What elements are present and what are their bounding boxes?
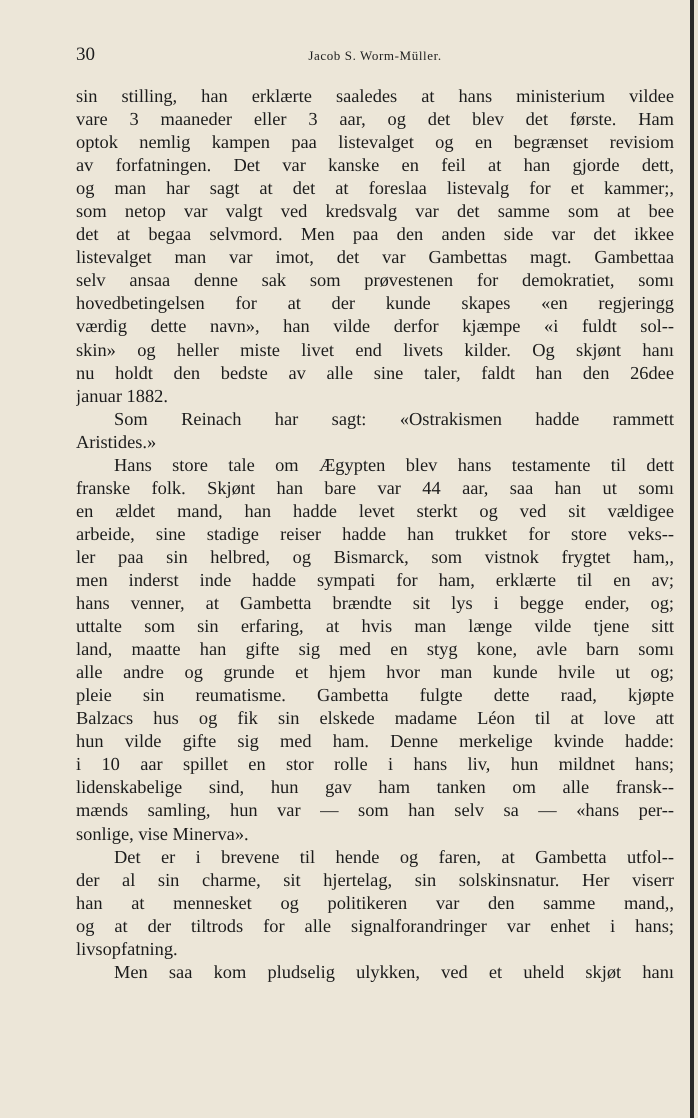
text-line: mænds samling, hun var — som han selv sa — «hans per-- (76, 800, 674, 821)
text-line: januar 1882. (76, 385, 168, 406)
body-text (76, 85, 674, 984)
text-line: arbeide, sine stadige reiser hadde han trukket for store veks-- (76, 523, 674, 544)
text-line: hovedbetingelsen for at der kunde skapes «en regjeringg (76, 293, 674, 314)
text-line: ler paa sin helbred, og Bismarck, som vistnok frygtet ham,, (76, 546, 674, 567)
text-line: Hans store tale om Ægypten blev hans testamente til dett (114, 454, 674, 475)
text-line: land, maatte han gifte sig med en styg kone, avle barn somı (76, 639, 674, 660)
text-line: hans venner, at Gambetta brændte sit lys i begge ender, og; (76, 593, 674, 614)
text-line: hun vilde gifte sig med ham. Denne merkelige kvinde hadde: (76, 731, 674, 752)
running-head: Jacob S. Worm-Müller. (308, 48, 442, 63)
text-line: Balzacs hus og fik sin elskede madame Léon til at love att (76, 708, 674, 729)
text-line: Det er i brevene til hende og faren, at Gambetta utfol-- (114, 846, 674, 867)
text-line: listevalget man var imot, det var Gambettas magt. Gambettaa (76, 247, 674, 268)
text-line: skin» og heller miste livet end livets kilder. Og skjønt hanı (76, 339, 674, 360)
page-header (76, 44, 674, 70)
text-line: Som Reinach har sagt: «Ostrakismen hadde rammett (114, 408, 674, 429)
text-line: alle andre og grunde et hjem hvor man kunde hvile ut og; (76, 662, 674, 683)
page-number: 30 (76, 44, 95, 65)
text-line: han at mennesket og politikeren var den samme mand,, (76, 892, 674, 913)
text-line: der al sin charme, sit hjertelag, sin solskinsnatur. Her viserr (76, 869, 674, 890)
text-line: selv ansaa denne sak som prøvestenen for demokratiet, somı (76, 270, 674, 291)
text-line: sin stilling, han erklærte saaledes at hans ministerium vildee (76, 86, 674, 106)
text-line: nu holdt den bedste av alle sine taler, faldt han den 26dee (76, 362, 674, 383)
text-line: Men saa kom pludselig ulykken, ved et uheld skjøt hanı (114, 961, 674, 982)
text-line: Aristides.» (76, 431, 157, 452)
text-line: og man har sagt at det at foreslaa listevalg for et kammer;, (76, 178, 674, 199)
text-line: av forfatningen. Det var kanske en feil at han gjorde dett, (76, 155, 674, 176)
text-line: i 10 aar spillet en stor rolle i hans liv, hun mildnet hans; (76, 754, 674, 775)
text-line: det at begaa selvmord. Men paa den anden side var det ikkee (76, 224, 674, 245)
text-line: sonlige, vise Minerva». (76, 823, 249, 844)
text-line: og at der tiltrods for alle signalforandringer var enhet i hans; (76, 915, 674, 936)
text-line: pleie sin reumatisme. Gambetta fulgte dette raad, kjøpte (76, 685, 674, 706)
text-line: uttalte som sin erfaring, at hvis man længe vilde tjene sitt (76, 616, 674, 637)
text-line: en ældet mand, han hadde levet sterkt og ved sit vældigee (76, 500, 674, 521)
text-line: værdig dette navn», han vilde derfor kjæmpe «i fuldt sol-- (76, 316, 674, 337)
text-line: vare 3 maaneder eller 3 aar, og det blev det første. Ham (76, 109, 674, 130)
text-line: livsopfatning. (76, 938, 178, 959)
text-line: men inderst inde hadde sympati for ham, erklærte til en av; (76, 569, 674, 590)
text-line: optok nemlig kampen paa listevalget og en begrænset revisiom (76, 132, 674, 153)
text-line: lidenskabelige sind, hun gav ham tanken om alle fransk-- (76, 777, 674, 798)
text-line: franske folk. Skjønt han bare var 44 aar, saa han ut somı (76, 477, 674, 498)
text-line: som netop var valgt ved kredsvalg var det samme som at bee (76, 201, 674, 222)
